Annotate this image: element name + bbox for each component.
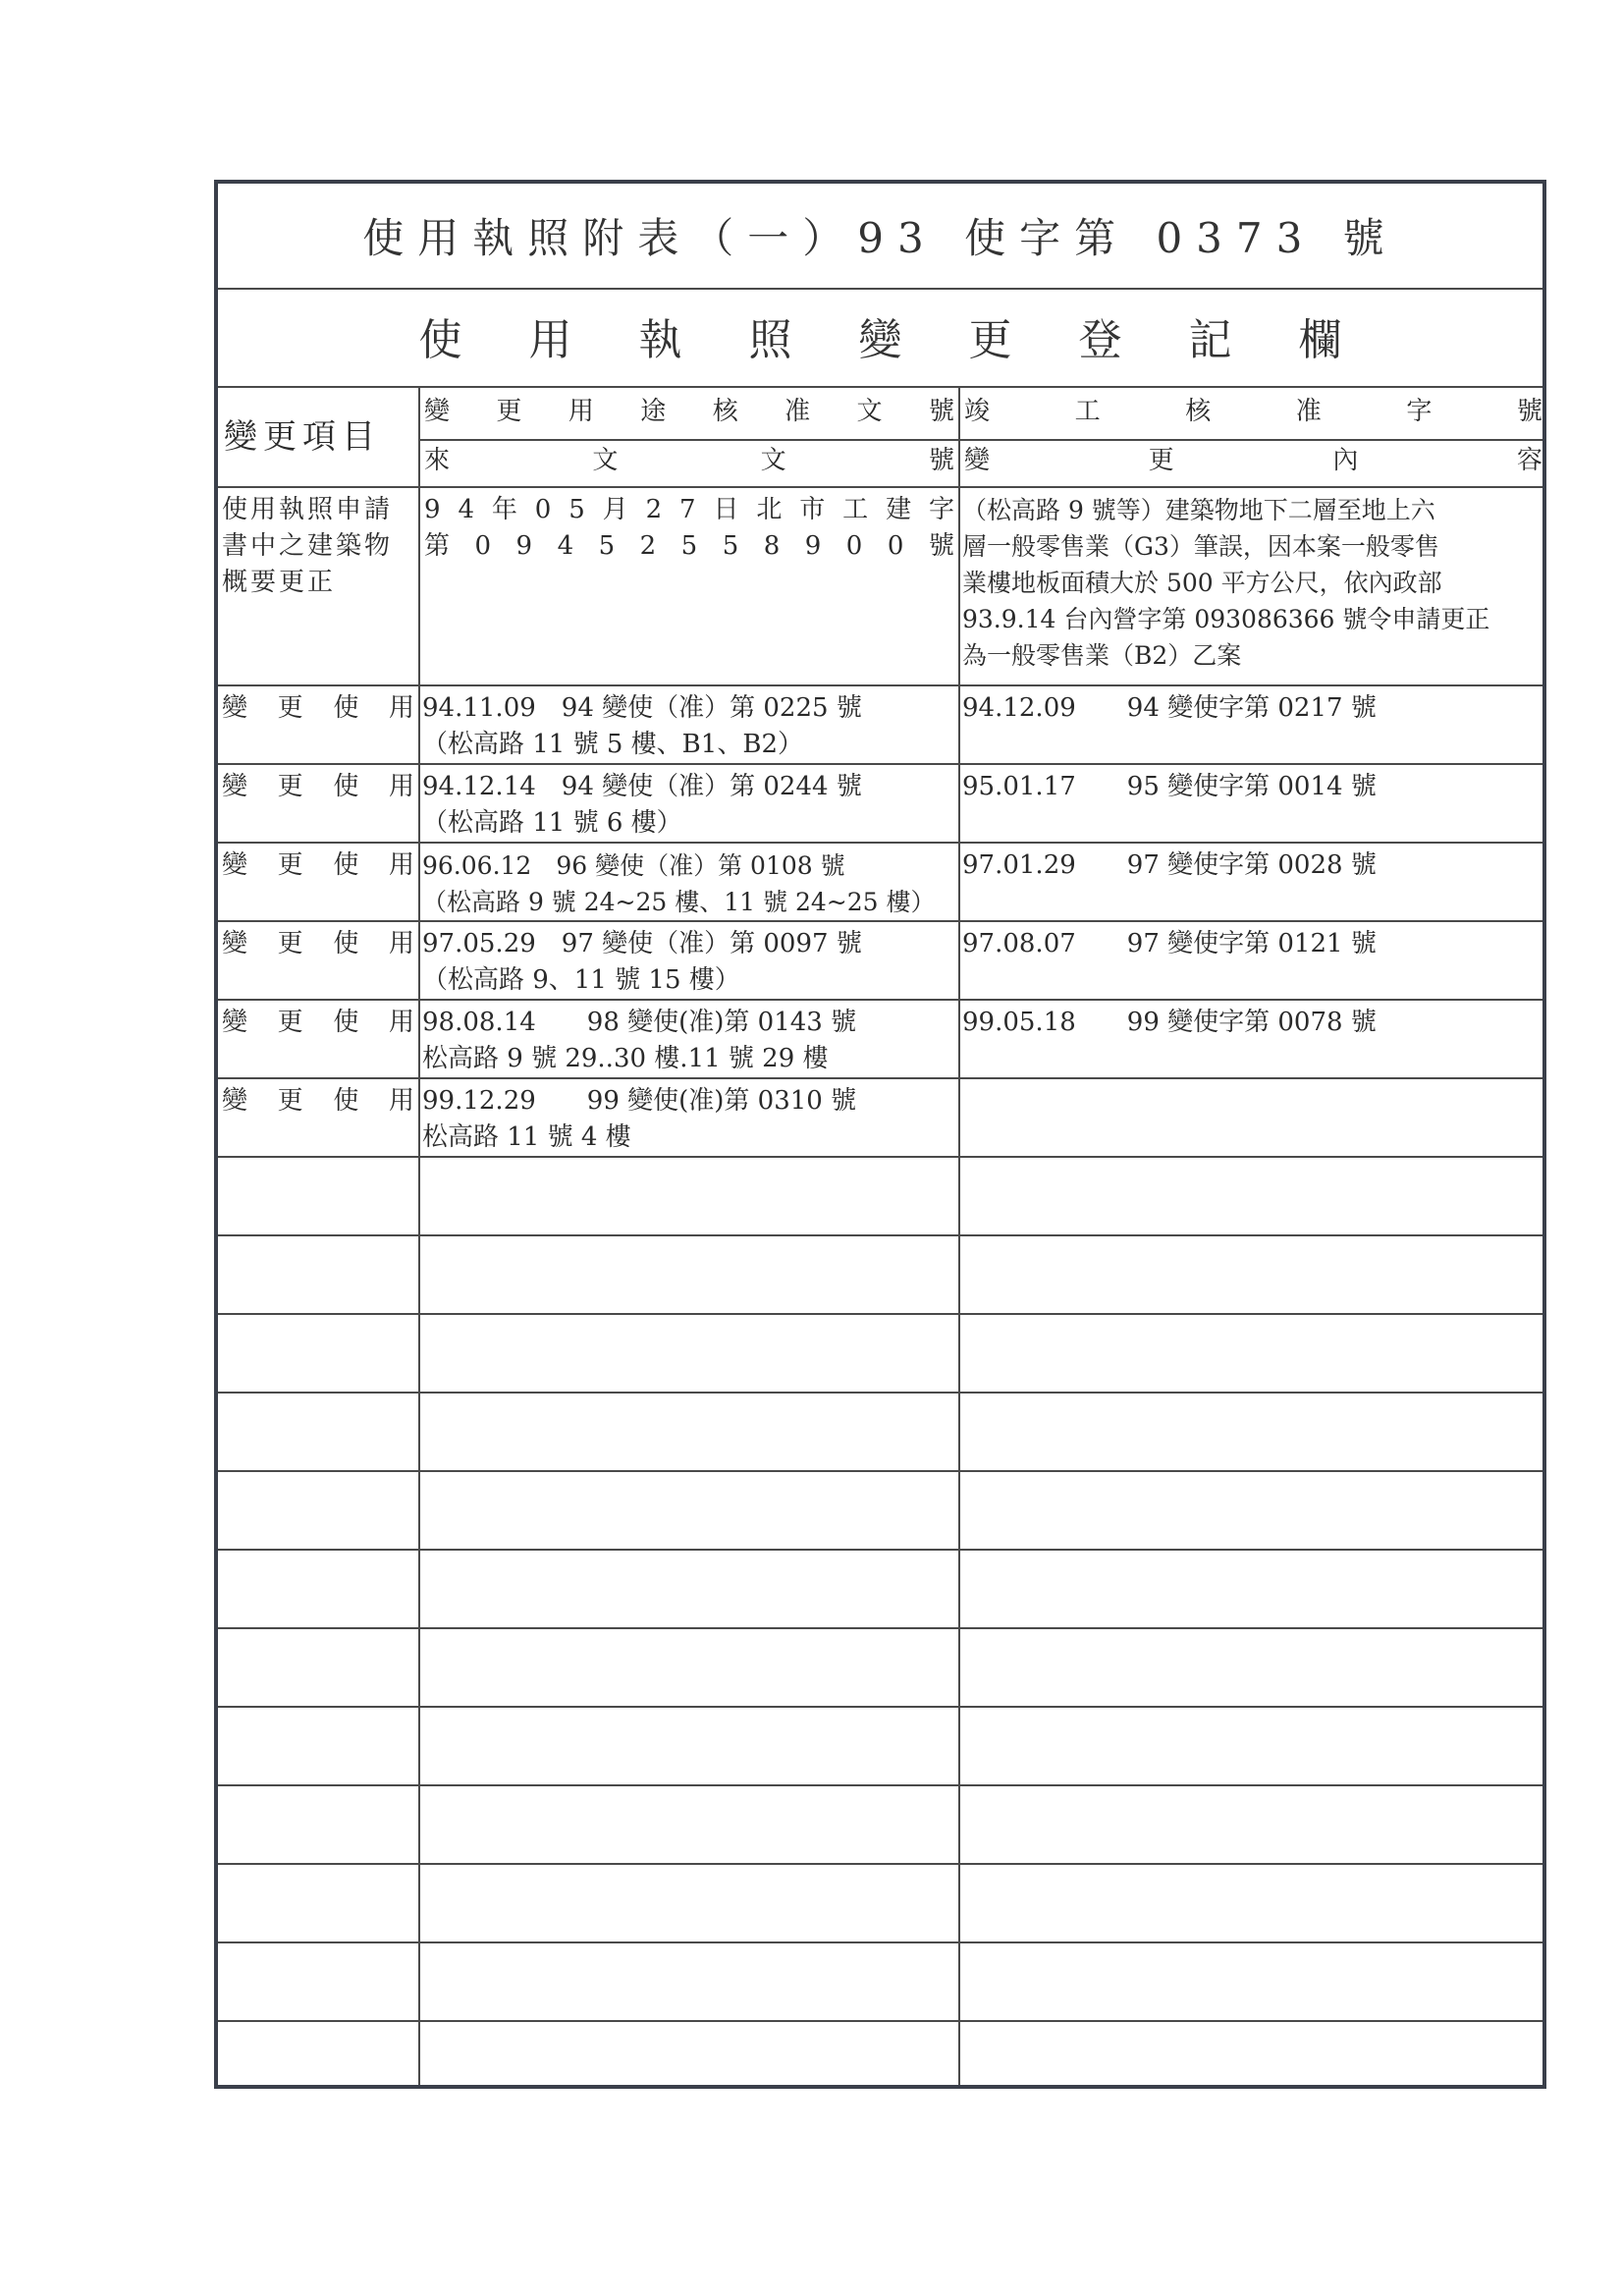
divider bbox=[218, 1313, 1542, 1315]
divider bbox=[218, 920, 1542, 922]
doc-char: 0 bbox=[534, 495, 552, 524]
divider bbox=[218, 842, 1542, 844]
row-2-item bbox=[218, 769, 418, 808]
header-char: 竣 bbox=[964, 397, 991, 426]
row-5-completion: 99.05.18 99 變使字第 0078 號 bbox=[962, 1008, 1377, 1037]
header-char: 內 bbox=[1332, 446, 1359, 475]
header-char: 字 bbox=[1406, 397, 1433, 426]
doc-line: （松高路 9、11 號 15 樓） bbox=[422, 965, 740, 995]
doc-char: 2 bbox=[645, 495, 663, 524]
header-char: 更 bbox=[1148, 446, 1174, 475]
subtitle-char: 使 bbox=[418, 315, 462, 365]
doc-char: 年 bbox=[491, 495, 517, 524]
item-line: 概要更正 bbox=[222, 568, 337, 597]
content-line: 93.9.14 台內營字第 093086366 號令申請更正 bbox=[962, 605, 1490, 633]
row-4-completion: 97.08.07 97 變使字第 0121 號 bbox=[962, 929, 1377, 958]
header-char: 准 bbox=[784, 397, 811, 426]
row-3-doc bbox=[420, 847, 958, 920]
item-char: 用 bbox=[388, 1086, 414, 1116]
first-row-doc bbox=[420, 492, 958, 571]
doc-line: 94.11.09 94 變使（准）第 0225 號 bbox=[422, 693, 862, 723]
item-char: 變 bbox=[222, 850, 248, 880]
item-char: 更 bbox=[277, 1008, 303, 1037]
divider bbox=[218, 1234, 1542, 1236]
header-char: 來 bbox=[424, 446, 451, 475]
row-5-doc bbox=[420, 1005, 958, 1077]
row-4-item bbox=[218, 926, 418, 965]
divider bbox=[218, 1863, 1542, 1865]
doc-char: 5 bbox=[680, 531, 698, 561]
header-char: 用 bbox=[568, 397, 594, 426]
doc-line bbox=[420, 492, 958, 528]
doc-char: 8 bbox=[763, 531, 781, 561]
header-char: 容 bbox=[1516, 446, 1542, 475]
item-char: 用 bbox=[388, 693, 414, 723]
doc-char: 0 bbox=[474, 531, 492, 561]
item-char: 用 bbox=[388, 929, 414, 958]
row-2-doc bbox=[420, 769, 958, 842]
header-approval-doc bbox=[420, 394, 958, 433]
doc-line: 97.05.29 97 變使（准）第 0097 號 bbox=[422, 929, 862, 958]
divider bbox=[218, 1549, 1542, 1551]
divider bbox=[218, 486, 1542, 488]
doc-char: 9 bbox=[804, 531, 822, 561]
header-char: 文 bbox=[760, 446, 786, 475]
item-char: 變 bbox=[222, 693, 248, 723]
divider bbox=[218, 1941, 1542, 1943]
row-6-completion bbox=[960, 1083, 1546, 1122]
header-char: 號 bbox=[1516, 397, 1542, 426]
doc-char: 9 bbox=[424, 495, 441, 524]
item-char: 更 bbox=[277, 693, 303, 723]
subtitle-char: 照 bbox=[748, 315, 792, 365]
row-2-completion: 95.01.17 95 變使字第 0014 號 bbox=[962, 772, 1377, 801]
subtitle-char: 用 bbox=[528, 315, 572, 365]
form-subtitle bbox=[218, 288, 1542, 384]
divider bbox=[218, 1156, 1542, 1158]
row-5-item bbox=[218, 1005, 418, 1044]
divider bbox=[420, 439, 1542, 441]
doc-char: 月 bbox=[602, 495, 628, 524]
divider bbox=[218, 1470, 1542, 1472]
content-line: （松高路 9 號等）建築物地下二層至地上六 bbox=[962, 496, 1435, 524]
item-char: 更 bbox=[277, 929, 303, 958]
doc-line: 96.06.12 96 變使（准）第 0108 號 bbox=[422, 851, 845, 880]
item-char: 使 bbox=[333, 1086, 359, 1116]
divider bbox=[218, 684, 1542, 686]
row-6-doc bbox=[420, 1083, 958, 1156]
doc-char: 建 bbox=[886, 495, 912, 524]
divider bbox=[218, 763, 1542, 765]
divider bbox=[218, 1077, 1542, 1079]
first-row-item bbox=[218, 492, 418, 679]
divider bbox=[218, 1784, 1542, 1786]
doc-line: 99.12.29 99 變使(准)第 0310 號 bbox=[422, 1086, 857, 1116]
item-char: 變 bbox=[222, 1086, 248, 1116]
header-change-content bbox=[960, 443, 1546, 482]
header-char: 變 bbox=[964, 446, 991, 475]
item-char: 更 bbox=[277, 850, 303, 880]
form-title: 使用執照附表（一）93 使字第 0373 號 bbox=[362, 214, 1398, 262]
doc-line bbox=[420, 528, 958, 565]
divider bbox=[218, 999, 1542, 1001]
doc-line: 松高路 11 號 4 樓 bbox=[422, 1122, 631, 1152]
item-char: 變 bbox=[222, 772, 248, 801]
doc-char: 2 bbox=[639, 531, 657, 561]
doc-char: 5 bbox=[568, 495, 585, 524]
content-line: 業樓地板面積大於 500 平方公尺，依內政部 bbox=[962, 569, 1442, 597]
header-char: 核 bbox=[712, 397, 738, 426]
doc-char: 7 bbox=[679, 495, 696, 524]
header-char: 文 bbox=[592, 446, 619, 475]
doc-char: 北 bbox=[756, 495, 783, 524]
doc-char: 0 bbox=[845, 531, 863, 561]
subtitle-char: 執 bbox=[638, 315, 682, 365]
doc-char: 0 bbox=[887, 531, 904, 561]
doc-line: 98.08.14 98 變使(准)第 0143 號 bbox=[422, 1008, 857, 1037]
header-char: 更 bbox=[496, 397, 522, 426]
doc-line: 94.12.14 94 變使（准）第 0244 號 bbox=[422, 772, 862, 801]
doc-char: 5 bbox=[722, 531, 739, 561]
header-char: 准 bbox=[1295, 397, 1322, 426]
row-1-completion: 94.12.09 94 變使字第 0217 號 bbox=[962, 693, 1377, 723]
header-char: 變 bbox=[424, 397, 451, 426]
doc-char: 日 bbox=[713, 495, 739, 524]
row-1-doc bbox=[420, 690, 958, 763]
doc-char: 第 bbox=[424, 531, 451, 561]
item-char: 使 bbox=[333, 1008, 359, 1037]
content-line: 層一般零售業（G3）筆誤，因本案一般零售 bbox=[962, 532, 1439, 561]
doc-char: 工 bbox=[842, 495, 869, 524]
item-char: 用 bbox=[388, 1008, 414, 1037]
header-completion bbox=[960, 394, 1546, 433]
first-row-content bbox=[960, 492, 1546, 683]
header-char: 途 bbox=[640, 397, 667, 426]
header-item: 變更項目 bbox=[224, 416, 381, 457]
divider bbox=[218, 2020, 1542, 2022]
item-char: 更 bbox=[277, 772, 303, 801]
header-char: 號 bbox=[928, 397, 954, 426]
item-line: 使用執照申請 bbox=[222, 495, 394, 524]
item-line: 書中之建築物 bbox=[222, 531, 394, 561]
column-divider bbox=[418, 386, 420, 2085]
doc-char: 9 bbox=[515, 531, 533, 561]
item-char: 變 bbox=[222, 1008, 248, 1037]
subtitle-char: 欄 bbox=[1298, 315, 1342, 365]
item-char: 使 bbox=[333, 850, 359, 880]
row-4-doc bbox=[420, 926, 958, 999]
row-1-item bbox=[218, 690, 418, 730]
subtitle-char: 變 bbox=[858, 315, 902, 365]
header-char: 核 bbox=[1185, 397, 1212, 426]
content-line: 為一般零售業（B2）乙案 bbox=[962, 641, 1242, 670]
doc-char: 字 bbox=[928, 495, 954, 524]
doc-char: 4 bbox=[458, 495, 474, 524]
header-incoming-doc bbox=[420, 443, 958, 482]
item-char: 用 bbox=[388, 850, 414, 880]
row-6-item bbox=[218, 1083, 418, 1122]
header-char: 文 bbox=[856, 397, 883, 426]
subtitle-char: 記 bbox=[1188, 315, 1232, 365]
subtitle-char: 更 bbox=[968, 315, 1012, 365]
item-char: 變 bbox=[222, 929, 248, 958]
doc-line: （松高路 11 號 6 樓） bbox=[422, 808, 682, 838]
row-3-item bbox=[218, 847, 418, 887]
item-char: 用 bbox=[388, 772, 414, 801]
license-form bbox=[214, 180, 1546, 2089]
doc-char: 市 bbox=[799, 495, 826, 524]
item-char: 使 bbox=[333, 929, 359, 958]
doc-char: 4 bbox=[557, 531, 574, 561]
doc-line: 松高路 9 號 29..30 樓.11 號 29 樓 bbox=[422, 1044, 829, 1073]
row-3-completion: 97.01.29 97 變使字第 0028 號 bbox=[962, 850, 1377, 880]
doc-line: （松高路 11 號 5 樓、B1、B2） bbox=[422, 730, 803, 759]
divider bbox=[218, 1706, 1542, 1708]
item-char: 更 bbox=[277, 1086, 303, 1116]
item-char: 使 bbox=[333, 772, 359, 801]
doc-line: （松高路 9 號 24~25 樓、11 號 24~25 樓） bbox=[422, 888, 936, 916]
header-char: 號 bbox=[928, 446, 954, 475]
item-char: 使 bbox=[333, 693, 359, 723]
header-char: 工 bbox=[1074, 397, 1101, 426]
doc-char: 5 bbox=[598, 531, 616, 561]
divider bbox=[218, 1627, 1542, 1629]
subtitle-char: 登 bbox=[1078, 315, 1122, 365]
doc-char: 號 bbox=[928, 531, 954, 561]
divider bbox=[218, 1392, 1542, 1394]
